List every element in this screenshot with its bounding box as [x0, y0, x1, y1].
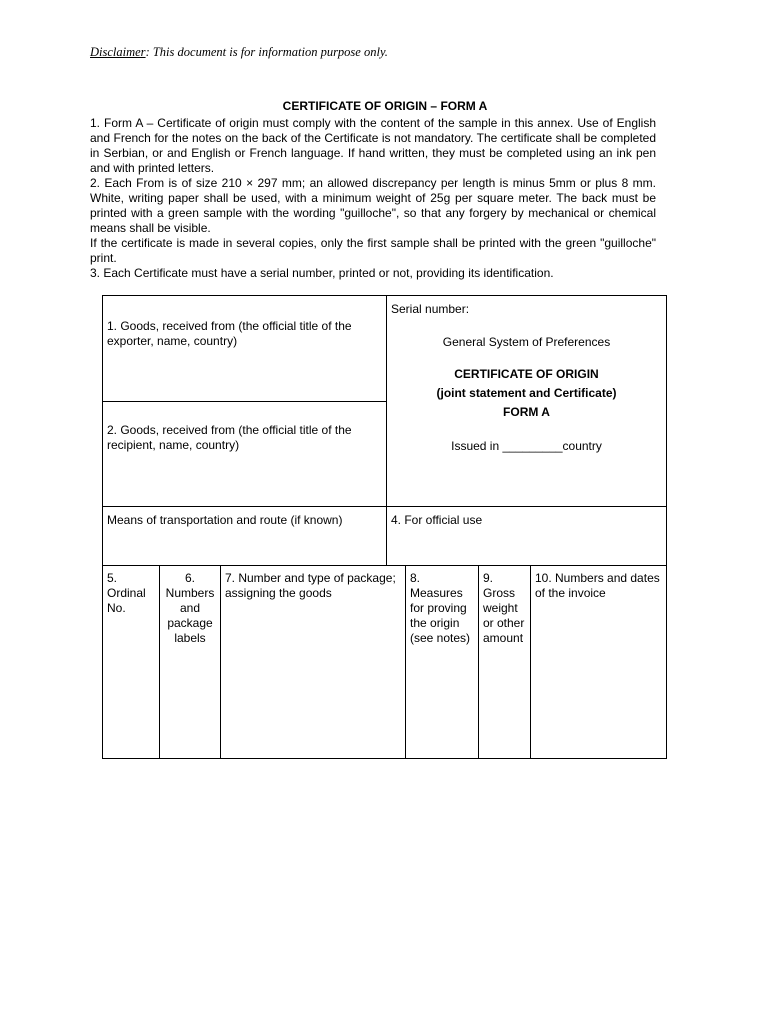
gsp-label: General System of Preferences [442, 335, 611, 349]
col-9-number: 9. [483, 571, 494, 585]
col-6-label: Numbers and package labels [165, 586, 215, 645]
serial-number-label: Serial number: [391, 302, 470, 316]
form-a-label: FORM A [503, 405, 550, 419]
divider-box1-box2 [103, 401, 387, 402]
disclaimer-label: Disclaimer [90, 45, 146, 59]
issued-in-label: Issued in _________country [451, 439, 602, 453]
certificate-title: CERTIFICATE OF ORIGIN [454, 367, 599, 381]
col-7-label: 7. Number and type of package; assigning the goods [225, 571, 396, 600]
divider-top-transport [103, 506, 666, 507]
instructions [90, 116, 656, 281]
disclaimer [90, 45, 388, 60]
col-10-label: 10. Numbers and dates of the invoice [535, 571, 660, 600]
box-exporter-label: 1. Goods, received from (the official title of the exporter, name, country) [107, 319, 352, 348]
instruction-paragraph-1: 1. Form A – Certificate of origin must comply with the content of the sample in this annex. Use of English and French for the notes on the back of the Certificate is not mandatory. The certificate shall be completed in Serbian, or and English or French language. If hand written, they must be completed using an ink pen and with printed letters. [90, 116, 656, 175]
divider-col-6-7 [220, 565, 221, 758]
document-title: CERTIFICATE OF ORIGIN – FORM A [282, 99, 488, 113]
transport-label: Means of transportation and route (if known) [107, 513, 343, 527]
divider-col-9-10 [530, 565, 531, 758]
certificate-form [102, 295, 667, 759]
col-5-number: 5. [107, 571, 118, 585]
col-8-label: Measures for proving the origin (see notes) [410, 586, 471, 645]
certificate-subtitle: (joint statement and Certificate) [436, 386, 617, 400]
instruction-paragraph-2: 2. Each From is of size 210 × 297 mm; an allowed discrepancy per length is minus 5mm or plus 8 mm. White, writing paper shall be used, with a minimum weight of 25g per square meter. The back must be printed with a green sample with the wording "guilloche", so that any forgery by mechanical or chemical means shall be visible. [90, 176, 656, 235]
col-8-number: 8. [410, 571, 421, 585]
divider-col-7-8 [405, 565, 406, 758]
divider-transport-table [103, 565, 666, 566]
instruction-paragraph-3: If the certificate is made in several copies, only the first sample shall be printed with the green "guilloche" print. [90, 236, 656, 265]
box-recipient-label: 2. Goods, received from (the official title of the recipient, name, country) [107, 423, 352, 452]
official-use-label: 4. For official use [391, 513, 483, 527]
disclaimer-text: : This document is for information purpose only. [145, 45, 388, 59]
col-6-number: 6. [184, 571, 195, 585]
col-9-label: Gross weight or other amount [483, 586, 525, 645]
instruction-paragraph-4: 3. Each Certificate must have a serial number, printed or not, providing its identification. [90, 266, 554, 280]
col-5-label: Ordinal No. [107, 586, 146, 615]
divider-col-8-9 [478, 565, 479, 758]
